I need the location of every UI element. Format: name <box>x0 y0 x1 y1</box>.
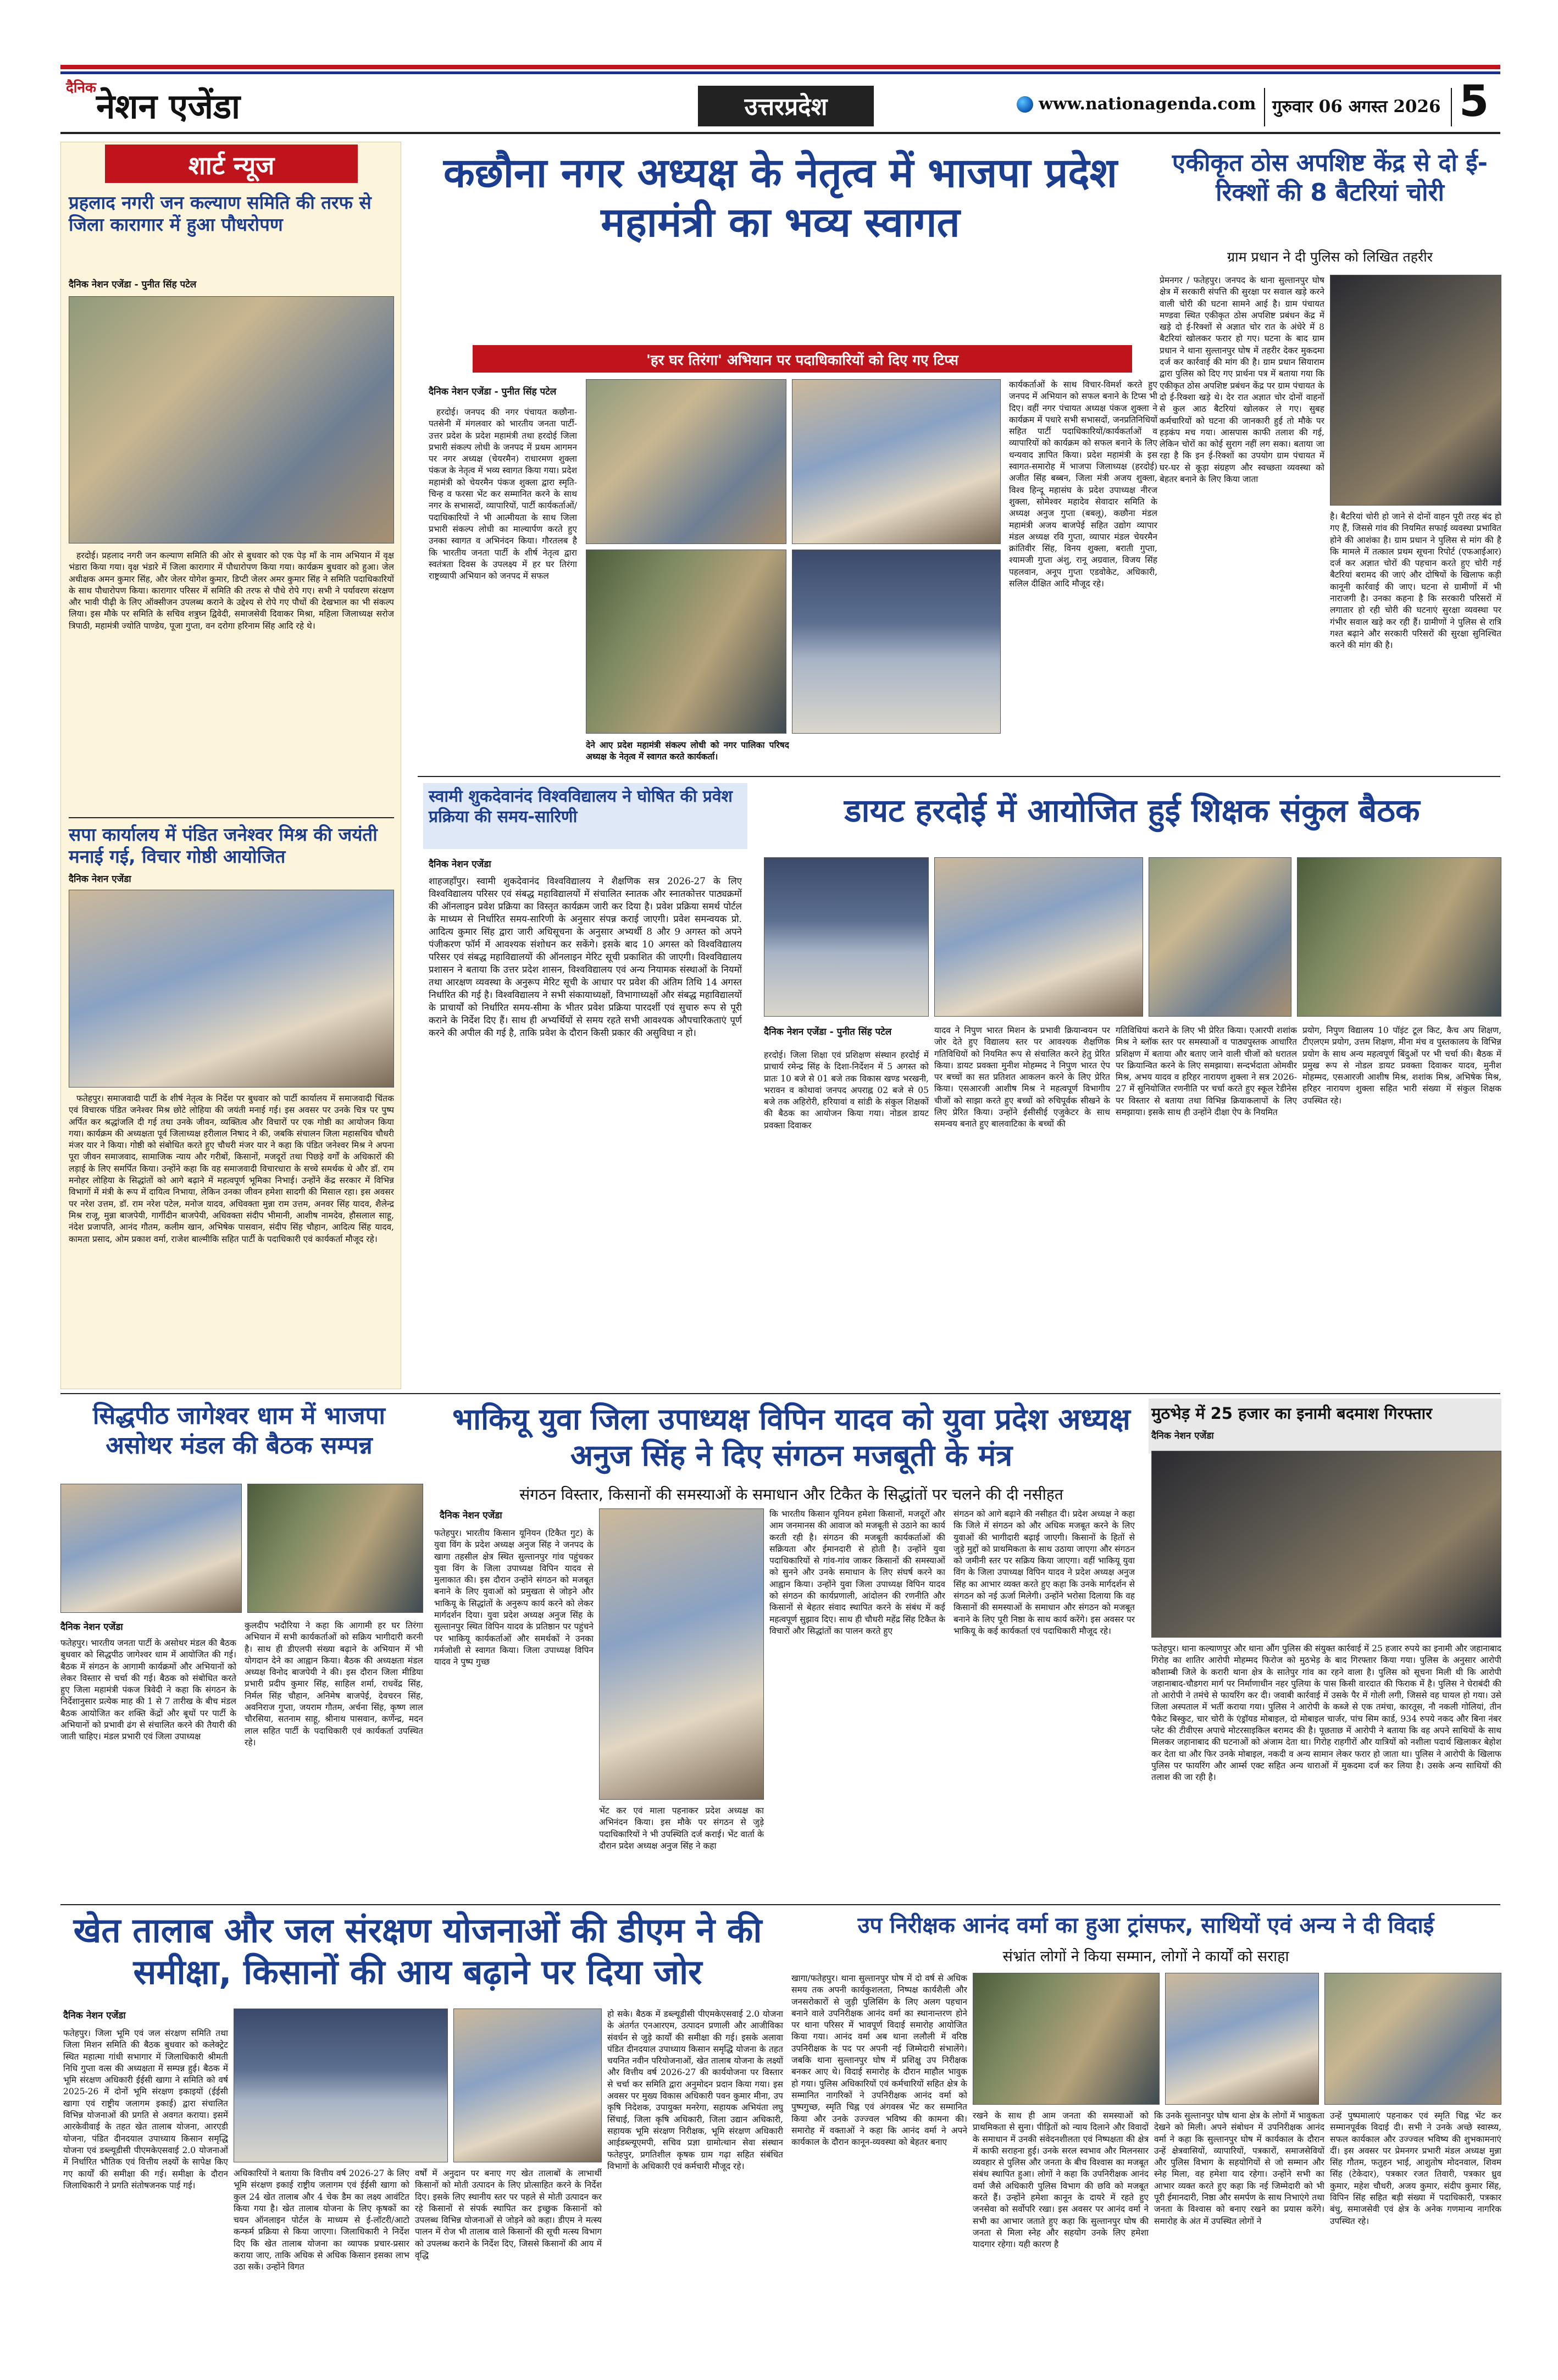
ewaste-col1: प्रेमनगर / फतेहपुर। जनपद के थाना सुल्तानपुर घोष क्षेत्र में सरकारी संपत्ति की सुरक्षा पर सवाल खड़े करने वाली चोरी की घटना सामने आई है। ग्राम पंचायत मण्डवा स्थित एकीकृत ठोस अपशिष्ट प्रबंधन केंद्र में खड़े दो ई-रिक्शों से अज्ञात चोर रात के अंधेरे में 8 बैटरियां खोलकर फरार हो गए। घटना के बाद ग्राम प्रधान ने थाना सुल्तानपुर घोष में तहरीर देकर मुकदमा दर्ज कर कार्रवाई की मांग की है। ग्राम प्रधान सियाराम द्वारा पुलिस को दिए गए प्रार्थना पत्र में बताया गया कि एकीकृत ठोस अपशिष्ट प्रबंधन केंद्र पर ग्राम पंचायत के दो ई-रिक्शा खड़े थे। देर रात अज्ञात चोर दोनों वाहनों से कुल आठ बैटरियां खोलकर ले गए। सुबह कर्मचारियों को घटना की जानकारी हुई तो मौके पर हड़कंप मच गया। आसपास काफी तलाश की गई, लेकिन चोरों का कोई सुराग नहीं लग सका। बताया जा रहा है कि इन ई-रिक्शों का उपयोग ग्राम पंचायत में घर-घर से कूड़ा संग्रहण और स्वच्छता व्यवस्था को बेहतर बनाने के लिए किया जाता <box>1160 275 1324 485</box>
transfer-photo-3 <box>1324 1973 1501 2105</box>
short-news-divider <box>69 817 394 818</box>
khet-col3: वर्षों में अनुदान पर बनाए गए खेत तालाबों के लाभार्थी किसानों को मोती उत्पादन के लिए प्रोत्साहित करने के निर्देश दिए। इसके लिए स्थानीय स्तर पर पहले से मोती उत्पादन कर रहे किसानों से संपर्क स्थापित कर इच्छुक किसानों को उपलब्ध विभिन्न योजनाओं से जोड़ने को कहा। डीएम ने मत्स्य पालन में रोज भी तालाब वाले किसानों की सूची मत्स्य विभाग को उपलब्ध कराने के निर्देश दिए, जिससे किसानों की आय में वृद्धि <box>415 2168 602 2261</box>
main-story-col2-text: कार्यकर्ताओं के साथ विचार-विमर्श करते हुए जनपद में अभियान को सफल बनाने के टिप्स भी दिए। वहीं नगर पंचायत अध्यक्ष पंकज शुक्ला ने कार्यक्रम में पधारे सभी सभासदों, जनप्रतिनिधियों सहित पार्टी पदाधिकारियों/कार्यकर्ताओं व व्यापारियों को कार्यक्रम को सफल बनाने के लिए धन्यवाद ज्ञापित किया। प्रदेश महामंत्री के इस स्वागत-समारोह में भाजपा जिलाध्यक्ष (हरदोई) अजीत सिंह बब्बन, जिला मंत्री अजय शुक्ला, विश्व हिन्दू महासंघ के प्रदेश उपाध्यक्ष नीरज शुक्ला, सोमेश्वर महादेव सेवादार समिति के अध्यक्ष अनुज गुप्ता (बबलू), कछौना मंडल महामंत्री अजय बाजपेई सहित उद्योग व्यापार मंडल अध्यक्ष रवि गुप्ता, व्यापार मंडल चेयरमैन क्रांतिवीर सिंह, विनय शुक्ला, बराती गुप्ता, श्यामजी गुप्ता अंशु, रानू अग्रवाल, विजय सिंह पहलवान, अनूप गुप्ता एडवोकेट, अधिकारी, सलिल दीक्षित आदि मौजूद रहे। <box>1009 380 1157 589</box>
issue-date: गुरुवार 06 अगस्त 2026 <box>1272 97 1441 116</box>
siddhpeeth-col1: फतेहपुर। भारतीय जनता पार्टी के असोथर मंडल की बैठक बुधवार को सिद्धपीठ जागेश्वर धाम में आयोजित की गई। बैठक में संगठन के आगामी कार्यक्रमों और अभियानों को लेकर विस्तार से चर्चा की गई। बैठक को संबोधित करते हुए जिला महामंत्री पंकज त्रिवेदी ने कहा कि संगठन के निर्देशानुसार प्रत्येक माह की 1 से 7 तारीख के बीच मंडल बैठक आयोजित कर शक्ति केंद्रों और बूथों पर पार्टी के अभियानों को प्रभावी ढंग से संचालित करने की तैयारी की जाती चाहिए। मंडल प्रभारी एवं जिला उपाध्यक्ष <box>60 1638 236 1742</box>
transfer-col4: उन्हें पुष्पमालाएं पहनाकर एवं स्मृति चिह्न भेंट कर सम्मानपूर्वक विदाई दी। सभी ने उनके अच्छे स्वास्थ्य, सफल कार्यकाल और उज्ज्वल भविष्य की शुभकामनाएं दीं। इस अवसर पर प्रेमनगर प्रभारी मंडल अध्यक्ष मुन्ना सिंह गौतम, फतुहन भाई, आशुतोष मोदनवाल, शिवम सिंह (टेकेदार), पत्रकार रजत तिवारी, पत्रकार ध्रुव कुमार, महेश चौधरी, अजय कुमार, संदीप कुमार सिंह, विपिन सिंह सहित बड़ी संख्या में पदाधिकारी, पत्रकार बंधु, समाजसेवी एवं क्षेत्र के अनेक गणमान्य नागरिक उपस्थित रहे। <box>1330 2111 1501 2226</box>
encounter-byline: दैनिक नेशन एजेंडा <box>1151 1430 1214 1441</box>
khet-col1: फतेहपुर। जिला भूमि एवं जल संरक्षण समिति तथा जिला मिशन समिति की बैठक बुधवार को कलेक्ट्रेट स्थित महात्मा गांधी सभागार में जिलाधिकारी श्रीमती निधि गुप्ता वत्स की अध्यक्षता में सम्पन्न हुई। बैठक में भूमि संरक्षण अधिकारी ईईसी खागा ने समिति को वर्ष 2025-26 में दोनों भूमि संरक्षण इकाइयों (ईईसी खागा एवं राष्ट्रीय जलागम इकाई) द्वारा संचालित विभिन्न योजनाओं की प्रगति से अवगत कराया। इसमें आरकेवीवाई के तहत खेत तालाब योजना, आरएडी योजना, पंडित दीनदयाल उपाध्याय किसान समृद्धि योजना एवं डब्ल्यूडीसी पीएमकेएसवाई 2.0 योजनाओं में निर्धारित भौतिक एवं वित्तीय लक्ष्यों के सापेक्ष किए गए कार्यों की समीक्षा की गई। समीक्षा के दौरान जिलाधिकारी ने प्रगति संतोषजनक पाई गई। <box>63 2028 228 2190</box>
transfer-col3: कि उनके सुल्तानपुर घोष थाना क्षेत्र के लोगों में भावुकता देखने को मिली। अपने संबोधन में उपनिरीक्षक आनंद वर्मा ने कहा कि सुल्तानपुर घोष में कार्यकाल के दौरान उन्हें क्षेत्रवासियों, व्यापारियों, पत्रकारों, समाजसेवियों और पुलिस विभाग के सहयोगियों से जो सम्मान और स्नेह मिला, वह हमेशा याद रहेगा। उन्होंने सभी का आभार व्यक्त करते हुए कहा कि नई जिम्मेदारी को भी पूरी ईमानदारी, निष्ठा और समर्पण के साथ निभाएंगे तथा जनता के विश्वास को बनाए रखने का प्रयास करेंगे। समारोह के अंत में उपस्थित लोगों ने <box>1154 2111 1324 2226</box>
transfer-photo-2 <box>1165 1973 1319 2105</box>
main-story-headline: कछौना नगर अध्यक्ष के नेतृत्व में भाजपा प्रदेश महामंत्री का भव्य स्वागत <box>443 149 1117 247</box>
masthead-divider <box>1451 88 1452 126</box>
page-number: 5 <box>1459 77 1489 126</box>
university-byline: दैनिक नेशन एजेंडा <box>429 859 491 870</box>
diet-photo-2 <box>934 857 1143 1017</box>
ewaste-headline: एकीकृत ठोस अपशिष्ट केंद्र से दो ई-रिक्शों की 8 बैटरियां चोरी <box>1172 149 1488 207</box>
section-name: उत्तरप्रदेश <box>744 93 828 121</box>
transfer-subhead: संभ्रांत लोगों ने किया सम्मान, लोगों ने कार्यों को सराहा <box>1002 1948 1289 1965</box>
globe-icon <box>1017 96 1033 113</box>
khet-headline: खेत तालाब और जल संरक्षण योजनाओं की डीएम ने की समीक्षा, किसानों की आय बढ़ाने पर दिया जोर <box>73 1910 762 1992</box>
khet-photo-2 <box>453 2009 602 2162</box>
diet-photo-1 <box>764 857 929 1017</box>
siddhpeeth-photo-2 <box>247 1484 423 1613</box>
bkiyu-headline: भाकियू युवा जिला उपाध्यक्ष विपिन यादव को युवा प्रदेश अध्यक्ष अनुज सिंह ने दिए संगठन मजबूती के मंत्र <box>452 1402 1130 1473</box>
ewaste-photo <box>1330 275 1501 506</box>
diet-col4: प्रयोग, निपुण विद्यालय 10 पॉइंट टूल किट, कैच अप शिक्षण, टीएलएम प्रयोग, उत्तम शिक्षण, मीना मंच व पुस्तकालय के विभिन्न प्रयोग के साथ अन्य महत्वपूर्ण बिंदुओं पर भी चर्चा की। बैठक में प्रमुख रूप से नोडल डायट प्रवक्ता दिवाकर यादव, मुनीश मोहम्मद, एसआरजी आशीष मिश्र, शशांक मिश्र, अभिषेक मिश्र, हरिहर नारायण शुक्ला सहित भारी संख्या में संकुल शिक्षक उपस्थित रहे। <box>1302 1025 1501 1106</box>
khet-photo-1 <box>234 2009 448 2162</box>
short-news-2-body: फतेहपुर। समाजवादी पार्टी के शीर्ष नेतृत्व के निर्देश पर बुधवार को पार्टी कार्यालय में समाजवादी चिंतक एवं विचारक पंडित जनेश्वर मिश्र छोटे लोहिया की जयंती मनाई गई। इस अवसर पर उनके चित्र पर पुष्प अर्पित कर श्रद्धांजलि दी गई तथा उनके जीवन, व्यक्तित्व और विचारों पर एक गोष्ठी का आयोजन किया गया। कार्यक्रम की अध्यक्षता पूर्व जिलाध्यक्ष हरीलाल निषाद ने की, जबकि संचालन जिला महासचिव चौधरी मंजर यार ने किया। गोष्ठी को संबोधित करते हुए चौधरी मंजर यार ने कहा कि पंडित जनेश्वर मिश्र ने अपना पूरा जीवन समाजवाद, सामाजिक न्याय और गरीबों, किसानों, मजदूरों तथा पिछड़े वर्गों के अधिकारों की लड़ाई के लिए समर्पित किया। उन्होंने कहा कि वह समाजवादी विचारधारा के सच्चे समर्थक थे और डॉ. राम मनोहर लोहिया के सिद्धांतों को आगे बढ़ाने में महत्वपूर्ण भूमिका निभाई। उन्होंने केंद्र सरकार में विभिन्न विभागों में मंत्री के रूप में दायित्व निभाया, लेकिन उनका जीवन हमेशा सादगी की मिसाल रहा। इस अवसर पर नरेश उत्तम, डॉ. राम नरेश पटेल, मनोज यादव, अधिवक्ता मुन्ना राम उत्तम, अनवर सिंह यादव, शैलेन्द्र मिश्र राजू, मुन्ना बाजपेयी, गार्गीदीन बाजपेयी, अधिवक्ता संदीप भीमानी, आशीष नामदेव, हौसलाल साहू, नंदेश प्रजापति, आनंद गौतम, कलीम खान, अभिषेक पासवान, संदीप सिंह चौहान, आदित्य सिंह यादव, कामता प्रसाद, ओम प्रकाश वर्मा, राजेश बाल्मीकि सहित पार्टी के पदाधिकारी एवं कार्यकर्ता मौजूद रहे। <box>69 1094 394 1244</box>
bkiyu-col2: कि भारतीय किसान यूनियन हमेशा किसानों, मजदूरों और आम जनमानस की आवाज को मजबूती से उठाने का कार्य करती रही है। संगठन की मजबूती कार्यकर्ताओं की सक्रियता और ईमानदारी से होती है। उन्होंने युवा पदाधिकारियों से गांव-गांव जाकर किसानों की समस्याओं को सुनने और उनके समाधान के लिए संघर्ष करने का आह्वान किया। उन्होंने युवा जिला उपाध्यक्ष विपिन यादव को संगठन की कार्यप्रणाली, आंदोलन की रणनीति और किसानों से बेहतर संवाद स्थापित करने के संबंध में कई महत्वपूर्ण सुझाव दिए। साथ ही चौधरी महेंद्र सिंह टिकैत के विचारों और सिद्धांतों का पालन करते हुए <box>769 1509 945 1636</box>
transfer-col2: रखने के साथ ही आम जनता की समस्याओं को प्राथमिकता से सुना। पीड़ितों को न्याय दिलाने और विवादों के समाधान में उनकी संवेदनशीलता एवं निष्पक्षता की क्षेत्र में काफी सराहना हुई। उनके सरल स्वभाव और मिलनसार व्यवहार से पुलिस और जनता के बीच विश्वास का मजबूत संबंध स्थापित हुआ। लोगों ने कहा कि उपनिरीक्षक आनंद वर्मा जैसे अधिकारी पुलिस विभाग की छवि को मजबूत करते हैं। उन्होंने हमेशा कानून के दायरे में रहते हुए जनसेवा को सर्वोपरि रखा। इस अवसर पर आनंद वर्मा ने सभी का आभार जताते हुए कहा कि सुल्तानपुर घोष की जनता से मिला स्नेह और सहयोग उनके लिए हमेशा यादगार रहेगा। यही कारण है <box>973 2111 1149 2250</box>
diet-col3: गतिविधियां कराने के लिए भी प्रेरित किया। एआरपी शशांक मिश्र ने ब्लॉक स्तर पर समस्याओं व पाठ्यपुस्तक आधारित प्रशिक्षण में बताया और बताए जाने वाली चीजों को धरातल पर क्रियान्वित करने के लिए समझाया। सन्दर्भदाता ओमवीर मिश्र, अभय यादव व हरिहर नारायण शुक्ला ने सत्र 2026-27 में सुनियोजित रणनीति पर चर्चा करते हुए स्कूल रेडीनेस पर विस्तार से बताया तथा विभिन्न क्रियाकलापों के लिए समझाया। इसके साथ ही उन्होंने दीक्षा ऐप के नियमित <box>1116 1025 1297 1118</box>
ewaste-subhead: ग्राम प्रधान ने दी पुलिस को लिखित तहरीर <box>1227 249 1433 265</box>
encounter-headline: मुठभेड़ में 25 हजार का इनामी बदमाश गिरफ्तार <box>1151 1404 1432 1423</box>
masthead-top-red-rule <box>60 65 1500 69</box>
khet-byline: दैनिक नेशन एजेंडा <box>63 2010 126 2021</box>
siddhpeeth-headline: सिद्धपीठ जागेश्वर धाम में भाजपा असोथर मंडल की बैठक सम्पन्न <box>93 1402 385 1460</box>
main-story-caption: देने आए प्रदेश महामंत्री संकल्प लोधी को नगर पालिका परिषद अध्यक्ष के नेतृत्व में स्वागत करते कार्यकर्ता। <box>586 740 789 762</box>
website-link[interactable]: www.nationagenda.com <box>1039 95 1256 114</box>
bkiyu-col3: संगठन को आगे बढ़ाने की नसीहत दी। प्रदेश अध्यक्ष ने कहा कि जिले में संगठन को और अधिक मजबूत करने के लिए युवाओं की भागीदारी बढ़ाई जाएगी। किसानों के हितों से जुड़े मुद्दों को प्राथमिकता के साथ उठाया जाएगा और संगठन को जमीनी स्तर पर सक्रिय किया जाएगा। वहीं भाकियू युवा विंग के जिला उपाध्यक्ष विपिन यादव ने प्रदेश अध्यक्ष अनुज सिंह का आभार व्यक्त करते हुए कहा कि उनके मार्गदर्शन से संगठन को नई ऊर्जा मिलेगी। उन्होंने भरोसा दिलाया कि वह किसानों की समस्याओं के समाधान और संगठन को मजबूत बनाने के लिए पूरी निष्ठा के साथ कार्य करेंगे। इस अवसर पर भाकियू के कई कार्यकर्ता एवं पदाधिकारी मौजूद रहे। <box>953 1509 1135 1636</box>
khet-col4: हो सके। बैठक में डब्ल्यूडीसी पीएमकेएसवाई 2.0 योजना के अंतर्गत एनआरएम, उत्पादन प्रणाली और आजीविका संवर्धन से जुड़े कार्यों की समीक्षा की गई। इसके अलावा पंडित दीनदयाल उपाध्याय किसान समृद्धि योजना के तहत चयनित नवीन परियोजनाओं, खेत तालाब योजना के लक्ष्यों और वित्तीय वर्ष 2026-27 की कार्ययोजना पर विस्तार से चर्चा कर समिति द्वारा अनुमोदन प्रदान किया गया। इस अवसर पर मुख्य विकास अधिकारी पवन कुमार मीना, उप कृषि निदेशक, उपायुक्त मनरेगा, सहायक अभियंता लघु सिंचाई, जिला कृषि अधिकारी, जिला उद्यान अधिकारी, सहायक भूमि संरक्षण निरीक्षक, भूमि संरक्षण अधिकारी आईडब्ल्यूएमपी, सचिव प्रज्ञा ग्रामोत्थान सेवा संस्थान फतेहपुर, प्रगतिशील कृषक ग्राम गढ़ा सहित संबंधित विभागों के अधिकारी एवं कर्मचारी मौजूद रहे। <box>607 2009 783 2171</box>
diet-byline: दैनिक नेशन एजेंडा - पुनीत सिंह पटेल <box>764 1027 892 1038</box>
short-news-2-photo <box>69 890 394 1088</box>
masthead-divider <box>1264 88 1265 126</box>
siddhpeeth-col2: कुलदीप भदौरिया ने कहा कि आगामी हर घर तिरंगा अभियान में सभी कार्यकर्ताओं को सक्रिय भागीदारी करनी है। साथ ही डीएलपी संख्या बढ़ाने के अभियान में भी योगदान देने का आह्वान किया। बैठक की अध्यक्षता मंडल अध्यक्ष विनोद बाजपेयी ने की। इस दौरान जिला मीडिया प्रभारी प्रदीप कुमार सिंह, साहिल शर्मा, राधवेंद्र सिंह, निर्मल सिंह चौहान, अनिमेष बाजपेई, देवचरन सिंह, अवनिराज गुप्ता, जयराम गौतम, अर्चना सिंह, कृष्ण लाल चौरसिया, सतनाम साहू, श्रीनाथ पासवान, कर्णेन्द्र, मदन लाल सहित पार्टी के पदाधिकारी एवं कार्यकर्ता उपस्थित रहे। <box>245 1621 423 1747</box>
bkiyu-col1: फतेहपुर। भारतीय किसान यूनियन (टिकैत गुट) के युवा विंग के प्रदेश अध्यक्ष अनुज सिंह ने जनपद के खागा तहसील क्षेत्र स्थित सुल्तानपुर गांव पहुंचकर युवा विंग के जिला उपाध्यक्ष विपिन यादव से मुलाकात की। इस दौरान उन्होंने संगठन को मजबूत बनाने के लिए युवाओं को प्रमुखता से जोड़ने और भाकियू के सिद्धांतों के अनुरूप कार्य करने को लेकर मार्गदर्शन दिया। युवा प्रदेश अध्यक्ष अनुज सिंह के सुल्तानपुर स्थित विपिन यादव के प्रतिष्ठान पर पहुंचने पर भाकियू कार्यकर्ताओं और समर्थकों ने उनका गर्मजोशी से स्वागत किया। जिला उपाध्यक्ष विपिन यादव ने पुष्प गुच्छ <box>434 1528 594 1667</box>
bkiyu-photo <box>599 1508 764 1800</box>
main-story-photo-3 <box>586 550 786 734</box>
row-divider <box>418 776 1500 777</box>
short-news-2-headline: सपा कार्यालय में पंडित जनेश्वर मिश्र की जयंती मनाई गई, विचार गोष्ठी आयोजित <box>69 824 378 868</box>
short-news-panel <box>60 142 401 1389</box>
main-story-photo-1 <box>586 379 786 544</box>
ewaste-col2: है। बैटरियां चोरी हो जाने से दोनों वाहन पूरी तरह बंद हो गए हैं, जिससे गांव की नियमित सफाई व्यवस्था प्रभावित होने की आशंका है। ग्राम प्रधान ने पुलिस से मांग की है कि मामले में तत्काल प्रथम सूचना रिपोर्ट (एफआईआर) दर्ज कर अज्ञात चोरों की पहचान करते हुए चोरी गई बैटरियां बरामद की जाएं और दोषियों के खिलाफ कड़ी कानूनी कार्रवाई की जाए। घटना से ग्रामीणों में भी नाराजगी है। उनका कहना है कि सरकारी परिसरों में लगातार हो रही चोरी की घटनाएं सुरक्षा व्यवस्था पर गंभीर सवाल खड़े कर रही हैं। ग्रामीणों ने पुलिस से रात्रि गश्त बढ़ाने और सरकारी परिसरों की सुरक्षा सुनिश्चित करने की मांग की है। <box>1330 512 1501 651</box>
masthead-bottom-rule <box>60 132 1500 134</box>
row-divider <box>60 1393 1500 1394</box>
short-news-label: शार्ट न्यूज <box>188 151 275 180</box>
short-news-1-body: हरदोई। प्रहलाद नगरी जन कल्याण समिति की ओर से बुधवार को एक पेड़ माँ के नाम अभियान में वृक्ष भंडारा किया गया। वृक्ष भंडारे में जिला कारागार में पौधारोपण किया गया। कार्यक्रम बुधवार को हुआ। जेल अधीक्षक अमन कुमार सिंह, और जेलर योगेश कुमार, डिप्टी जेलर अमर कुमार सिंह ने समिति पदाधिकारियों के साथ पौधारोपण किया। कारागार परिसर में समिति की तरफ से पौधे रोपे गए। सभी ने पर्यावरण संरक्षण और भावी पीढ़ी के लिए ऑक्सीजन उपलब्ध कराने के उद्देश्य से रोपे गए पौधों की देखभाल का भी संकल्प लिया। इस मौके पर समिति के सचिव शत्रुघ्न द्विवेदी, समाजसेवी दिवाकर मिश्रा, महिला जिलाध्यक्ष सरोज त्रिपाठी, महामंत्री ज्योति पाण्डेय, पूजा गुप्ता, वन दरोगा हरिनाम सिंह आदि रहे थे। <box>69 551 394 631</box>
transfer-col1: खागा/फतेहपुर। थाना सुल्तानपुर घोष में दो वर्ष से अधिक समय तक अपनी कार्यकुशलता, निष्पक्ष कार्यशैली और जनसरोकारों से जुड़ी पुलिसिंग के लिए अलग पहचान बनाने वाले उपनिरीक्षक आनंद वर्मा का स्थानान्तरण होने पर थाना परिसर में भावपूर्ण विदाई समारोह आयोजित किया गया। आनंद वर्मा अब थाना ललौली में वरिष्ठ उपनिरीक्षक के पद पर अपनी नई जिम्मेदारी संभालेंगे। जबकि थाना सुल्तानपुर घोष में प्रशिक्षु उप निरीक्षक बनकर आए थे। विदाई समारोह के दौरान माहौल भावुक हो गया। पुलिस अधिकारियों एवं कर्मचारियों सहित क्षेत्र के सम्मानित नागरिकों ने उपनिरीक्षक आनंद वर्मा को पुष्पगुच्छ, स्मृति चिह्न एवं अंगवस्त्र भेंट कर सम्मानित किया और उनके उज्ज्वल भविष्य की कामना की। समारोह में वक्ताओं ने कहा कि आनंद वर्मा ने अपने कार्यकाल के दौरान कानून-व्यवस्था को बेहतर बनाए <box>791 1973 967 2148</box>
bkiyu-subhead: संगठन विस्तार, किसानों की समस्याओं के समाधान और टिकैत के सिद्धांतों पर चलने की दी नसीहत <box>519 1485 1063 1504</box>
bkiyu-caption: भेंट कर एवं माला पहनाकर प्रदेश अध्यक्ष का अभिनंदन किया। इस मौके पर संगठन से जुड़े पदाधिकारियों ने भी उपस्थिति दर्ज कराई। भेंट वार्ता के दौरान प्रदेश अध्यक्ष अनुज सिंह ने कहा <box>599 1806 764 1851</box>
encounter-photo <box>1151 1451 1501 1638</box>
paper-name: नेशन एजेंडा <box>96 86 241 126</box>
encounter-body: फतेहपुर। थाना कल्याणपुर और थाना औंग पुलिस की संयुक्त कार्रवाई में 25 हजार रुपये का इनामी और जहानाबाद गिरोह का शातिर आरोपी मोहम्मद फिरोज को मुठभेड़ के बाद गिरफ्तार किया गया। पुलिस के अनुसार आरोपी कौशाम्बी जिले के करारी थाना क्षेत्र के सातेपुर गांव का रहने वाला है। पुलिस को सूचना मिली थी कि आरोपी जहानाबाद-चौडगरा मार्ग पर निर्माणाधीन नहर पुलिया के पास किसी वारदात की फिराक में है। पुलिस ने घेराबंदी की तो आरोपी ने तमंचे से फायरिंग कर दी। जवाबी कार्रवाई में उसके पैर में गोली लगी, जिससे वह घायल हो गया। उसे जिला अस्पताल में भर्ती कराया गया। पुलिस ने आरोपी के कब्जे से एक तमंचा, कारतूस, नौ नकली गोलियां, तीन पैकेट बिस्कुट, चार चोरी के एंड्रॉयड मोबाइल, दो मोबाइल चार्जर, पांच सिम कार्ड, 934 रुपये नकद और बिना नंबर प्लेट की टीवीएस अपाचे मोटरसाइकिल बरामद की है। पूछताछ में आरोपी ने बताया कि वह अपने साथियों के साथ मिलकर जहानाबाद की घटनाओं को अंजाम देता था। गिरोह राहगीरों और यात्रियों को नशीला पदार्थ खिलाकर बेहोश कर देता था और फिर उनके मोबाइल, नकदी व अन्य सामान लेकर फरार हो जाता था। पुलिस ने आरोपी के खिलाफ पुलिस पर फायरिंग और आर्म्स एक्ट सहित अन्य धाराओं में मुकदमा दर्ज कर लिया है। उसके अन्य साथियों की तलाश की जा रही है। <box>1151 1644 1501 1783</box>
diet-col1: हरदोई। जिला शिक्षा एवं प्रशिक्षण संस्थान हरदोई में प्राचार्य रमेन्द्र सिंह के दिशा-निर्देशन में 5 अगस्त को प्रातः 10 बजे से 01 बजे तक विकास खण्ड भरखनी, भरावन व कोथावां जनपद अपराह्न 02 बजे से 05 बजे तक अहिरोरी, हरियावां व सांडी के संकुल शिक्षकों की बैठक का आयोजन किया गया। नोडल डायट प्रवक्ता दिवाकर <box>764 1050 929 1130</box>
diet-photo-3 <box>1149 857 1291 1017</box>
main-story-byline: दैनिक नेशन एजेंडा - पुनीत सिंह पटेल <box>429 386 557 397</box>
university-body: शाहजहाँपुर। स्वामी शुकदेवानंद विश्वविद्यालय ने शैक्षणिक सत्र 2026-27 के लिए विश्वविद्यालय परिसर एवं संबद्ध महाविद्यालयों में संचालित स्नातक और स्नातकोत्तर पाठ्यक्रमों की ऑनलाइन प्रवेश प्रक्रिया का विस्तृत कार्यक्रम जारी कर दिया है। प्रवेश प्रक्रिया समर्थ पोर्टल के माध्यम से निर्धारित समय-सारिणी के अनुसार संपन्न कराई जाएगी। प्रवेश समन्वयक प्रो. आदित्य कुमार सिंह द्वारा जारी अधिसूचना के अनुसार अभ्यर्थी 8 और 9 अगस्त को अपने पंजीकरण फॉर्म में आवश्यक संशोधन कर सकेंगे। इसके बाद 10 अगस्त को विश्वविद्यालय परिसर एवं संबद्ध महाविद्यालयों की ऑनलाइन मेरिट सूची प्रकाशित की जाएगी। विश्वविद्यालय प्रशासन ने बताया कि उत्तर प्रदेश शासन, विश्वविद्यालय एवं अन्य नियामक संस्थाओं के नियमों तथा आरक्षण व्यवस्था के अनुरूप मेरिट सूची के आधार पर प्रवेश की अंतिम तिथि 14 अगस्त निर्धारित की गई है। विश्वविद्यालय ने सभी संकायाध्यक्षों, विभागाध्यक्षों और संबद्ध महाविद्यालयों के प्राचार्यों को निर्धारित समय-सीमा के भीतर प्रवेश प्रक्रिया पारदर्शी एवं सुचारु रूप से पूरी कराने के निर्देश दिए हैं। साथ ही अभ्यर्थियों से समय रहते सभी आवश्यक औपचारिकताएं पूर्ण करने की अपील की गई है, ताकि प्रवेश के दौरान किसी प्रकार की असुविधा न हो। <box>429 875 742 1038</box>
short-news-1-headline: प्रहलाद नगरी जन कल्याण समिति की तरफ से जिला कारागार में हुआ पौधरोपण <box>69 192 372 236</box>
masthead-top-blue-rule <box>60 71 1500 74</box>
siddhpeeth-photo-1 <box>60 1484 242 1613</box>
diet-photo-4 <box>1297 857 1501 1017</box>
university-headline: स्वामी शुकदेवानंद विश्वविद्यालय ने घोषित की प्रवेश प्रक्रिया की समय-सारिणी <box>429 787 733 826</box>
diet-col2: यादव ने निपुण भारत मिशन के प्रभावी क्रियान्वयन पर जोर देते हुए विद्यालय स्तर पर आवश्यक शैक्षणिक गतिविधियों को नियमित रूप से संचालित करने हेतु प्रेरित किया। डायट प्रवक्ता मुनीश मोहम्मद ने निपुण भारत ऐप पर बच्चों का सत प्रतिशत आकलन करने के लिए प्रेरित किया। एसआरजी आशीष मिश्र ने महत्वपूर्ण विभागीय चीजों को साझा करते हुए बच्चों को रुचिपूर्वक सीखने के लिए प्रेरित किया। उन्होंने ईसीसीई एजुकेटर के साथ समन्वय बनाते हुए बालवाटिका के बच्चों की <box>934 1025 1110 1129</box>
short-news-2-byline: दैनिक नेशन एजेंडा <box>69 874 131 885</box>
paper-small-label: दैनिक <box>66 80 96 96</box>
transfer-headline: उप निरीक्षक आनंद वर्मा का हुआ ट्रांसफर, साथियों एवं अन्य ने दी विदाई <box>857 1913 1434 1938</box>
diet-headline: डायट हरदोई में आयोजित हुई शिक्षक संकुल बैठक <box>844 792 1420 829</box>
short-news-1-byline: दैनिक नेशन एजेंडा - पुनीत सिंह पटेल <box>69 279 197 290</box>
transfer-photo-1 <box>973 1973 1160 2105</box>
main-story-photo-4 <box>792 550 1001 734</box>
main-story-photo-2 <box>792 379 1001 544</box>
short-news-1-photo <box>69 296 394 543</box>
masthead <box>0 0 1558 137</box>
row-divider <box>60 1904 1500 1905</box>
khet-col2: अधिकारियों ने बताया कि वित्तीय वर्ष 2026-27 के लिए भूमि संरक्षण इकाई राष्ट्रीय जलागम एवं ईईसी खागा को कुल 24 खेत तालाब और 4 चेक डैम का लक्ष्य आवंटित किया गया है। खेत तालाब योजना के लिए कृषकों का चयन ऑनलाइन पोर्टल के माध्यम से ई-लॉटरी/आटो कन्फर्म प्रक्रिया से किया जाएगा। जिलाधिकारी ने निर्देश दिए कि खेत तालाब योजना का व्यापक प्रचार-प्रसार कराया जाए, ताकि अधिक से अधिक किसान इसका लाभ उठा सकें। उन्होंने विगत <box>234 2168 409 2272</box>
siddhpeeth-byline: दैनिक नेशन एजेंडा <box>60 1622 123 1633</box>
main-story-subhead: 'हर घर तिरंगा' अभियान पर पदाधिकारियों को दिए गए टिप्स <box>646 352 959 369</box>
bkiyu-byline: दैनिक नेशन एजेंडा <box>440 1510 502 1521</box>
main-story-col1: हरदोई। जनपद की नगर पंचायत कछौना-पतसेनी में मंगलवार को भारतीय जनता पार्टी-उत्तर प्रदेश के प्रदेश महामंत्री तथा हरदोई जिला प्रभारी संकल्प लोधी के जनपद में प्रथम आगमन पर नगर अध्यक्ष (चेयरमैन) राधारमण शुक्ला पंकज के नेतृत्व में भव्य स्वागत किया गया। प्रदेश महामंत्री को चेयरमैन पंकज शुक्ला द्वारा स्मृति-चिन्ह व फरसा भेंट कर सम्मानित करने के साथ नगर के सभासदों, व्यापारियों, पार्टी कार्यकर्ताओं/पदाधिकारियों ने भी आत्मीयता के साथ जिला प्रभारी संकल्प लोधी का माल्यार्पण करते हुए उनका स्वागत व अभिनंदन किया। गौरतलब है कि भारतीय जनता पार्टी के शीर्ष नेतृत्व द्वारा स्वतंत्रता दिवस के उपलक्ष्य में हर घर तिरंगा राष्ट्रव्यापी अभियान को जनपद में सफल <box>429 407 577 581</box>
